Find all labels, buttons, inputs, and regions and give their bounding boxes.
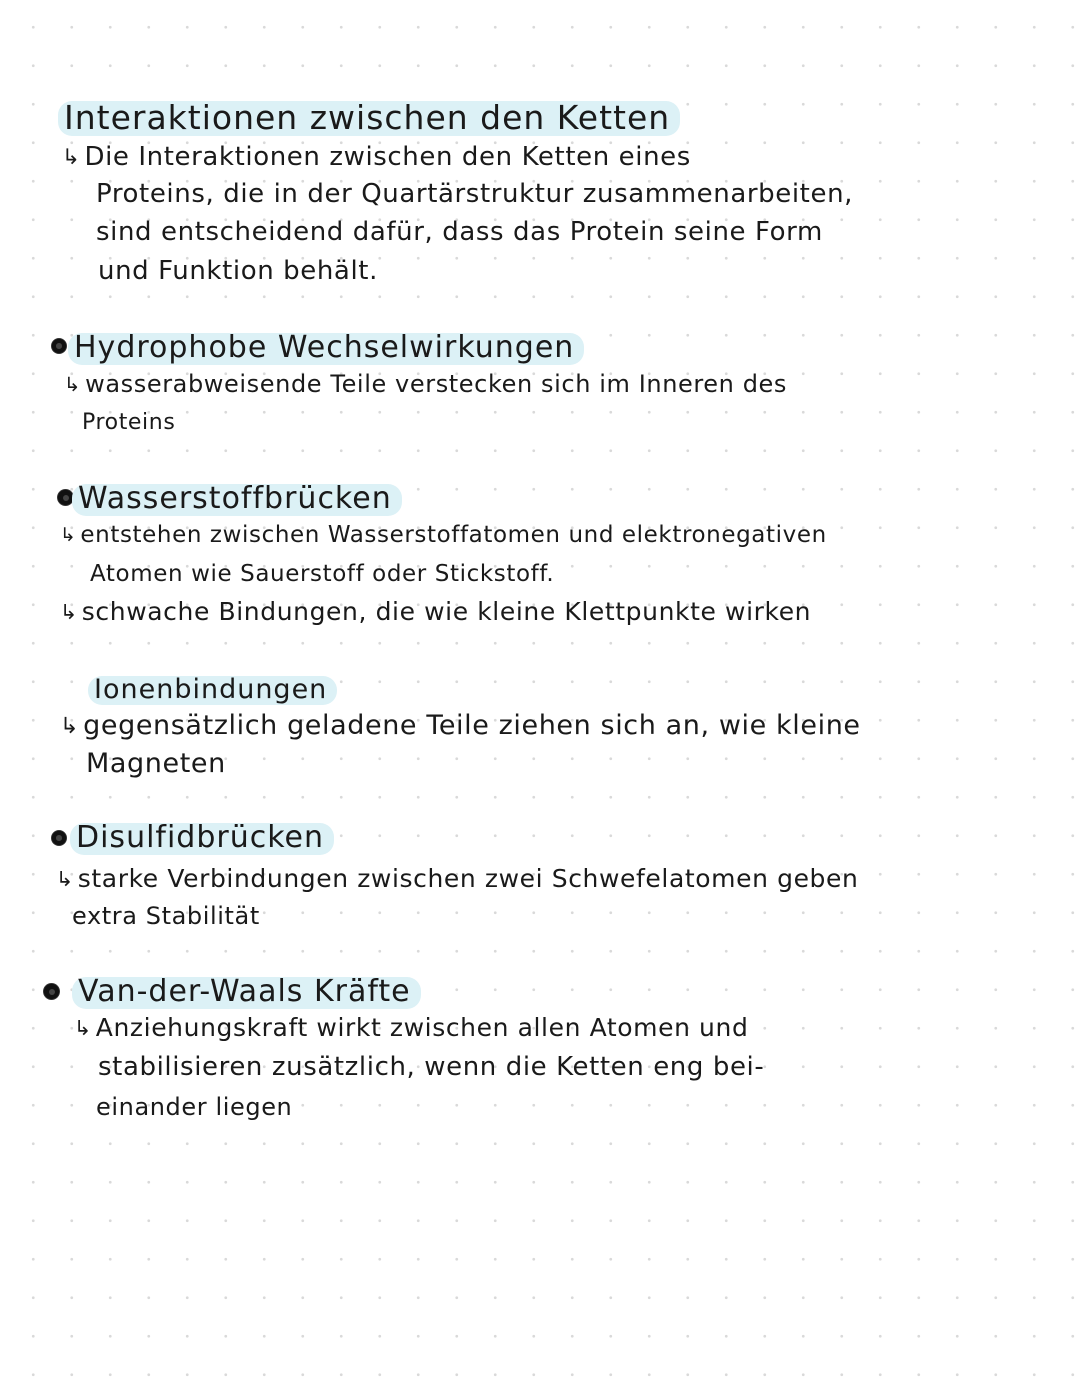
line-text: entstehen zwischen Wasserstoffatomen und elektronegativen [80,522,827,548]
line-text: extra Stabilität [72,902,260,930]
text-line [96,179,853,209]
text-line [74,1013,748,1042]
text-line [72,902,260,930]
heading-ionenbindungen [88,674,337,705]
filled-dot-bullet-icon [58,490,73,505]
text-line [60,710,861,741]
line-text: Die Interaktionen zwischen den Ketten eines [84,142,691,172]
text-line [90,561,554,587]
turn-down-right-arrow-icon: ↳ [62,145,81,170]
text-line [56,864,858,893]
filled-dot-bullet-icon [52,339,66,353]
turn-down-right-arrow-icon: ↳ [56,867,74,891]
heading-highlight: Van-der-Waals Kräfte [72,977,421,1009]
line-text: einander liegen [96,1093,293,1121]
text-line [60,522,827,548]
line-text: gegensätzlich geladene Teile ziehen sich an, wie kleine [83,710,861,741]
heading-highlight: Hydrophobe Wechselwirkungen [68,333,584,365]
line-text: starke Verbindungen zwischen zwei Schwefelatomen geben [77,864,859,893]
text-line [98,256,378,286]
heading-highlight: Disulfidbrücken [70,823,334,855]
turn-down-right-arrow-icon: ↳ [60,600,78,624]
text-line [86,748,226,779]
text-line [96,217,823,247]
text-line [60,597,811,626]
text-line [64,370,787,398]
line-text: Atomen wie Sauerstoff oder Stickstoff. [90,561,555,587]
line-text: Magneten [86,748,226,779]
line-text: stabilisieren zusätzlich, wenn die Ketten eng bei- [98,1052,765,1082]
turn-down-right-arrow-icon: ↳ [74,1016,92,1040]
line-text: wasserabweisende Teile verstecken sich im Inneren des [85,370,788,398]
heading-van-der-waals [72,974,421,1009]
text-line [98,1052,764,1082]
heading-interaktionen [58,98,680,137]
turn-down-right-arrow-icon: ↳ [64,373,82,396]
heading-highlight: Ionenbindungen [88,676,337,705]
line-text: Proteins [82,410,176,435]
heading-disulfidbruecken [70,820,334,855]
heading-highlight: Interaktionen zwischen den Ketten [58,101,680,136]
text-line [62,142,691,172]
filled-dot-bullet-icon [44,984,59,999]
text-line [96,1093,292,1121]
line-text: sind entscheidend dafür, dass das Protein seine Form [96,217,823,247]
heading-highlight: Wasserstoffbrücken [72,484,402,516]
line-text: Proteins, die in der Quartärstruktur zusammenarbeiten, [96,179,854,209]
filled-dot-bullet-icon [52,831,66,845]
heading-wasserstoffbruecken [72,481,402,516]
heading-hydrophobe [68,330,584,365]
turn-down-right-arrow-icon: ↳ [60,524,77,546]
line-text: und Funktion behält. [98,256,378,286]
turn-down-right-arrow-icon: ↳ [60,713,80,739]
line-text: schwache Bindungen, die wie kleine Klettpunkte wirken [81,597,812,626]
text-line [82,410,175,435]
line-text: Anziehungskraft wirkt zwischen allen Atomen und [95,1013,749,1042]
